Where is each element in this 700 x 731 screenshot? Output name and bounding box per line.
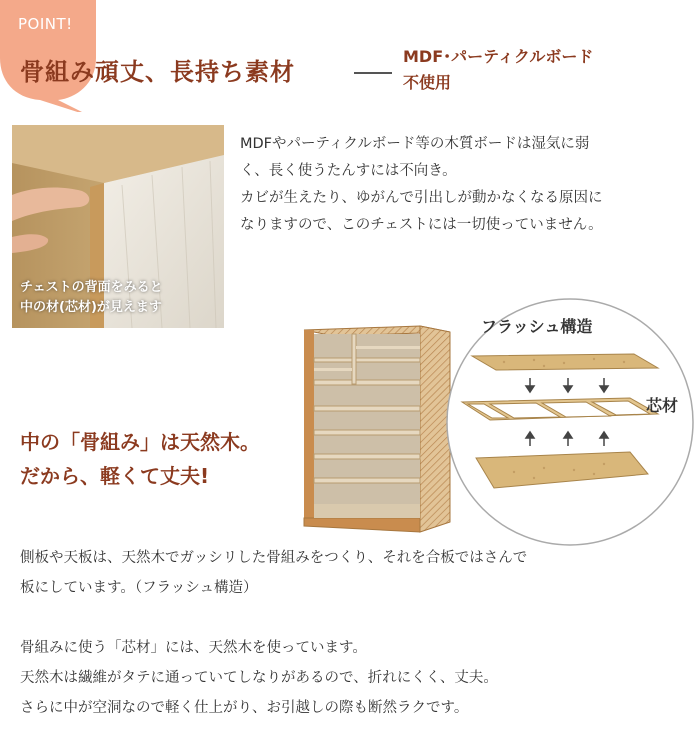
tagline [20,425,260,493]
body-line: 骨組みに使う「芯材」には、天然木を使っています。 [20,640,367,656]
caption-line: チェストの背面をみると [20,280,163,295]
body-line: 側板や天板は、天然木でガッシリした骨組みをつくり、それを合板ではさんで [20,550,528,566]
body-text [20,543,690,723]
intro-line: く、長く使うたんすには不向き。 [240,163,457,179]
paragraph-gap [20,603,690,633]
intro-paragraph [240,131,690,239]
body-line: さらに中が空洞なので軽く仕上がり、お引越しの際も断然ラクです。 [20,700,469,716]
caption-line: 中の材(芯材)が見えます [20,300,162,315]
intro-line: カビが生えたり、ゆがんで引出しが動かなくなる原因に [240,190,603,206]
tagline-line: 中の「骨組み」は天然木。 [20,430,260,454]
intro-line: MDFやパーティクルボード等の木質ボードは湿気に弱 [240,136,590,152]
intro-line: なりますので、このチェストには一切使っていません。 [240,217,603,233]
body-line: 板にしています。（フラッシュ構造） [20,580,258,596]
flush-structure-label: フラッシュ構造 [481,317,593,336]
heading-divider [354,72,392,74]
subtitle-line: MDF･パーティクルボード [403,47,594,66]
core-material-label: 芯材 [646,396,679,415]
page-title: 骨組み頑丈、長持ち素材 [20,58,295,86]
badge-label: POINT! [18,15,73,33]
page-subtitle [403,44,593,96]
subtitle-line: 不使用 [403,73,452,92]
body-line: 天然木は繊維がタテに通っていてしなりがあるので、折れにくく、丈夫。 [20,670,498,686]
tagline-line: だから、軽くて丈夫! [20,464,210,488]
photo-caption [20,278,163,318]
chest-back-photo [12,125,224,328]
